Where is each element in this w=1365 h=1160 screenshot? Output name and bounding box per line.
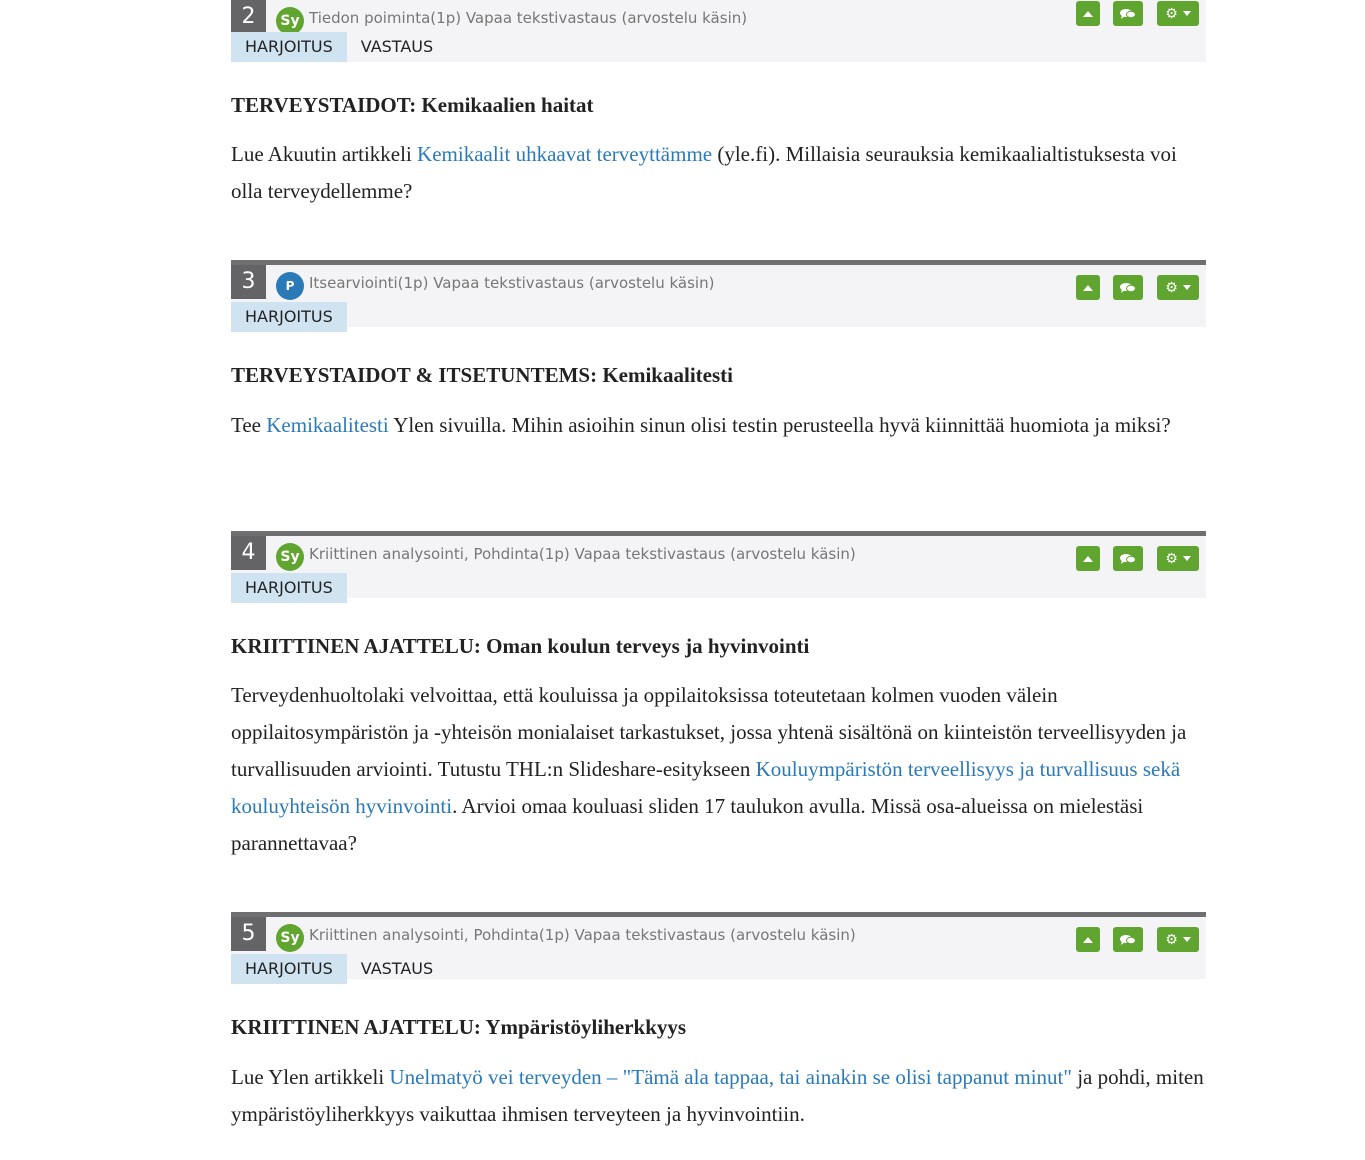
task-text bbox=[231, 677, 1206, 862]
task-number: 5 bbox=[231, 917, 266, 951]
task-text-before: Terveydenhuoltolaki velvoittaa, että kouluissa ja oppilaitoksissa toteutetaan kolmen vuoden välein oppilaitosympäristön ja -yhteisön monialaiset tarkastukset, jossa yhtenä sisältönä on kiinteistön terveellisyyden ja turvallisuuden arviointi. Tutustu THL:n Slideshare-esitykseen bbox=[231, 683, 1187, 781]
caret-down-icon bbox=[1183, 285, 1191, 290]
settings-dropdown-button[interactable] bbox=[1157, 927, 1199, 952]
task-title: KRIITTINEN AJATTELU: Ympäristöyliherkkyys bbox=[231, 1015, 687, 1039]
gear-icon: ⚙ bbox=[1165, 5, 1178, 22]
article-link[interactable]: Unelmatyö vei terveyden – "Tämä ala tappaa, tai ainakin se olisi tappanut minut" bbox=[389, 1065, 1072, 1089]
task-title: TERVEYSTAIDOT & ITSETUNTEMS: Kemikaalitesti bbox=[231, 363, 733, 387]
comments-button[interactable] bbox=[1113, 927, 1143, 952]
tab-harjoitus[interactable]: HARJOITUS bbox=[231, 573, 347, 603]
task-3 bbox=[231, 260, 1206, 437]
task-number: 4 bbox=[231, 536, 266, 570]
task-number: 2 bbox=[231, 0, 266, 34]
caret-down-icon bbox=[1183, 937, 1191, 942]
caret-down-icon bbox=[1183, 11, 1191, 16]
task-text-after: ja pohdi, miten ympäristöyliherkkyys vaikuttaa ihmisen terveyteen ja hyvinvointiin. bbox=[231, 1065, 1204, 1126]
caret-down-icon bbox=[1183, 556, 1191, 561]
task-meta: Kriittinen analysointi, Pohdinta(1p) Vapaa tekstivastaus (arvostelu käsin) bbox=[309, 545, 856, 563]
caret-up-icon bbox=[1083, 556, 1093, 562]
task-text bbox=[231, 407, 1206, 444]
skill-badge: Sy bbox=[276, 543, 304, 571]
move-up-button[interactable] bbox=[1076, 275, 1100, 300]
article-link[interactable]: Kemikaalit uhkaavat terveyttämme bbox=[417, 142, 713, 166]
task-tabs bbox=[231, 573, 347, 603]
task-text-before: Tee bbox=[231, 413, 267, 437]
skill-badge: Sy bbox=[276, 7, 304, 35]
task-text bbox=[231, 136, 1206, 210]
task-meta: Itsearviointi(1p) Vapaa tekstivastaus (arvostelu käsin) bbox=[309, 274, 715, 292]
skill-badge: P bbox=[276, 272, 304, 300]
task-title: KRIITTINEN AJATTELU: Oman koulun terveys ja hyvinvointi bbox=[231, 634, 810, 658]
comments-icon bbox=[1120, 934, 1136, 946]
task-tabs bbox=[231, 32, 447, 62]
move-up-button[interactable] bbox=[1076, 546, 1100, 571]
gear-icon: ⚙ bbox=[1165, 279, 1178, 296]
task-tabs bbox=[231, 302, 347, 332]
comments-icon bbox=[1120, 282, 1136, 294]
gear-icon: ⚙ bbox=[1165, 931, 1178, 948]
tab-harjoitus[interactable]: HARJOITUS bbox=[231, 302, 347, 332]
task-text-after: . Arvioi omaa kouluasi sliden 17 taulukon avulla. Missä osa-alueissa on mielestäsi parannettavaa? bbox=[231, 794, 1144, 855]
tab-harjoitus[interactable]: HARJOITUS bbox=[231, 954, 347, 984]
task-title: TERVEYSTAIDOT: Kemikaalien haitat bbox=[231, 93, 594, 117]
task-meta: Kriittinen analysointi, Pohdinta(1p) Vapaa tekstivastaus (arvostelu käsin) bbox=[309, 926, 856, 944]
move-up-button[interactable] bbox=[1076, 927, 1100, 952]
move-up-button[interactable] bbox=[1076, 1, 1100, 26]
task-meta: Tiedon poiminta(1p) Vapaa tekstivastaus (arvostelu käsin) bbox=[309, 9, 748, 27]
task-text-before: Lue Akuutin artikkeli bbox=[231, 142, 418, 166]
test-link[interactable]: Kemikaalitesti bbox=[266, 413, 389, 437]
settings-dropdown-button[interactable] bbox=[1157, 546, 1199, 571]
comments-button[interactable] bbox=[1113, 1, 1143, 26]
task-text-after: Ylen sivuilla. Mihin asioihin sinun olisi testin perusteella hyvä kiinnittää huomiota ja miksi? bbox=[388, 413, 1171, 437]
task-tabs bbox=[231, 954, 447, 984]
skill-badge: Sy bbox=[276, 924, 304, 952]
caret-up-icon bbox=[1083, 285, 1093, 291]
task-header bbox=[231, 260, 1206, 327]
settings-dropdown-button[interactable] bbox=[1157, 275, 1199, 300]
task-number: 3 bbox=[231, 265, 266, 299]
task-header bbox=[231, 0, 1206, 62]
task-text-after: (yle.fi). Millaisia seurauksia kemikaalialtistuksesta voi olla terveydellemme? bbox=[231, 142, 1177, 203]
settings-dropdown-button[interactable] bbox=[1157, 1, 1199, 26]
slideshare-link[interactable]: Kouluympäristön terveellisyys ja turvallisuus sekä kouluyhteisön hyvinvointi bbox=[231, 757, 1181, 818]
task-text-before: Lue Ylen artikkeli bbox=[231, 1065, 390, 1089]
task-2 bbox=[231, 0, 1206, 203]
tab-harjoitus[interactable]: HARJOITUS bbox=[231, 32, 347, 62]
task-header bbox=[231, 912, 1206, 979]
task-4 bbox=[231, 531, 1206, 855]
tab-vastaus[interactable]: VASTAUS bbox=[360, 37, 434, 56]
task-text bbox=[231, 1059, 1206, 1133]
tab-vastaus[interactable]: VASTAUS bbox=[360, 959, 434, 978]
comments-button[interactable] bbox=[1113, 546, 1143, 571]
caret-up-icon bbox=[1083, 11, 1093, 17]
gear-icon: ⚙ bbox=[1165, 550, 1178, 567]
comments-button[interactable] bbox=[1113, 275, 1143, 300]
task-5 bbox=[231, 912, 1206, 1126]
comments-icon bbox=[1120, 8, 1136, 20]
task-header bbox=[231, 531, 1206, 598]
comments-icon bbox=[1120, 553, 1136, 565]
caret-up-icon bbox=[1083, 937, 1093, 943]
